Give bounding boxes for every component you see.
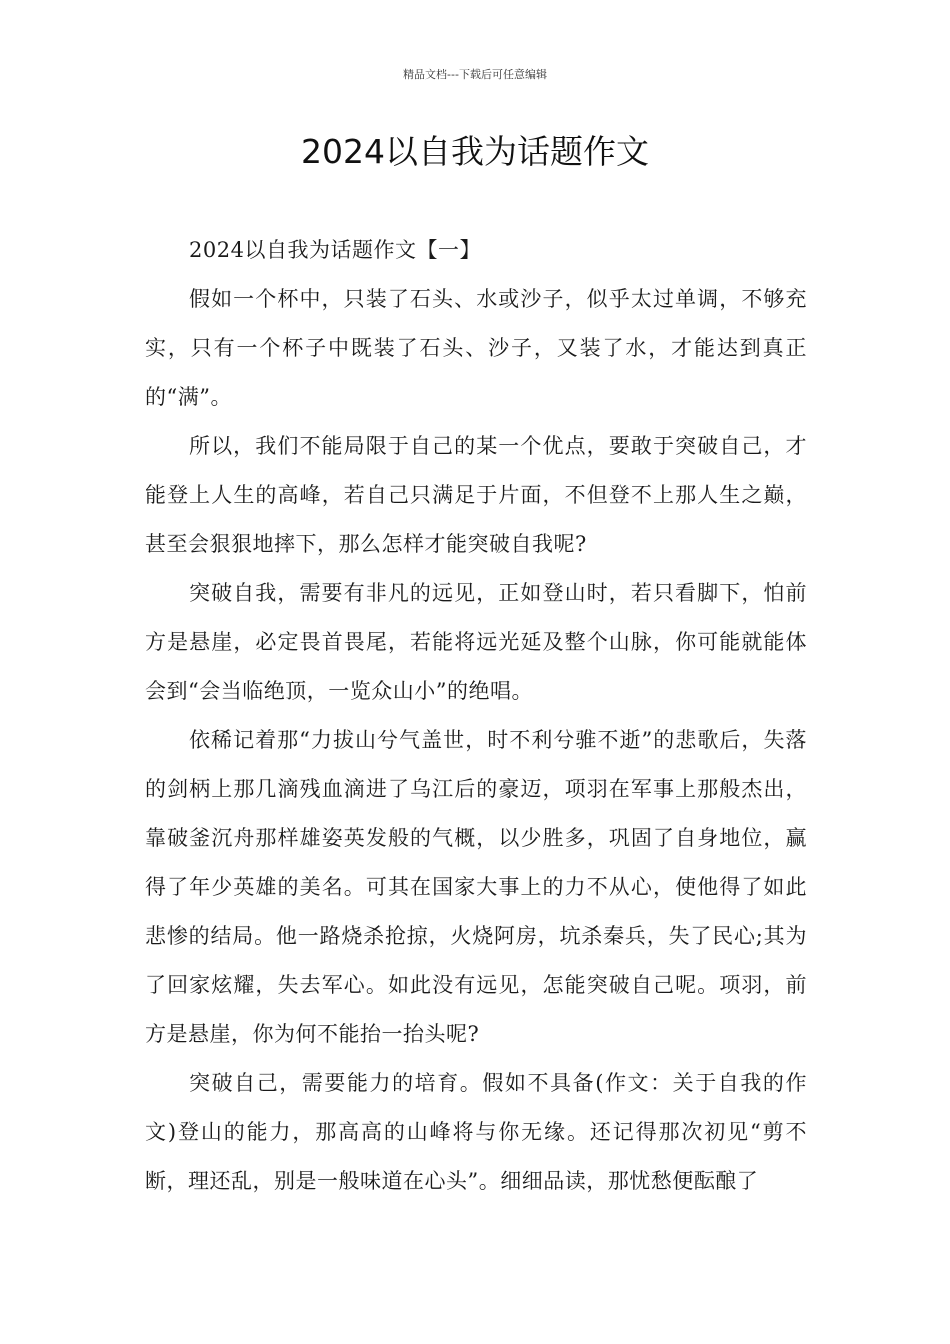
paragraph: 假如一个杯中，只装了石头、水或沙子，似乎太过单调，不够充实，只有一个杯子中既装了石头、沙子，又装了水，才能达到真正的“满”。 bbox=[145, 287, 807, 409]
section-heading: 2024以自我为话题作文【一】 bbox=[189, 238, 481, 262]
paragraph: 所以，我们不能局限于自己的某一个优点，要敢于突破自己，才能登上人生的高峰，若自己只满足于片面，不但登不上那人生之巅，甚至会狠狠地摔下，那么怎样才能突破自我呢? bbox=[145, 434, 807, 556]
paragraph: 突破自我，需要有非凡的远见，正如登山时，若只看脚下，怕前方是悬崖，必定畏首畏尾，若能将远光延及整个山脉，你可能就能体会到“会当临绝顶，一览众山小”的绝唱。 bbox=[145, 581, 807, 703]
paragraph: 依稀记着那“力拔山兮气盖世，时不利兮骓不逝”的悲歌后，失落的剑柄上那几滴残血滴进了乌江后的豪迈，项羽在军事上那般杰出，靠破釜沉舟那样雄姿英发般的气概，以少胜多，巩固了自身地位，赢得了年少英雄的美名。可其在国家大事上的力不从心，使他得了如此悲惨的结局。他一路烧杀抢掠，火烧阿房，坑杀秦兵，失了民心;其为了回家炫耀，失去军心。如此没有远见，怎能突破自己呢。项羽，前方是悬崖，你为何不能抬一抬头呢? bbox=[145, 728, 807, 1046]
document-title: 2024以自我为话题作文 bbox=[301, 132, 649, 171]
document-body bbox=[145, 226, 807, 1206]
paragraph: 突破自己，需要能力的培育。假如不具备(作文：关于自我的作文)登山的能力，那高高的山峰将与你无缘。还记得那次初见“剪不断，理还乱，别是一般味道在心头”。细细品读，那忧愁便酝酿了 bbox=[145, 1071, 807, 1193]
header-note: 精品文档---下载后可任意编辑 bbox=[403, 68, 547, 81]
